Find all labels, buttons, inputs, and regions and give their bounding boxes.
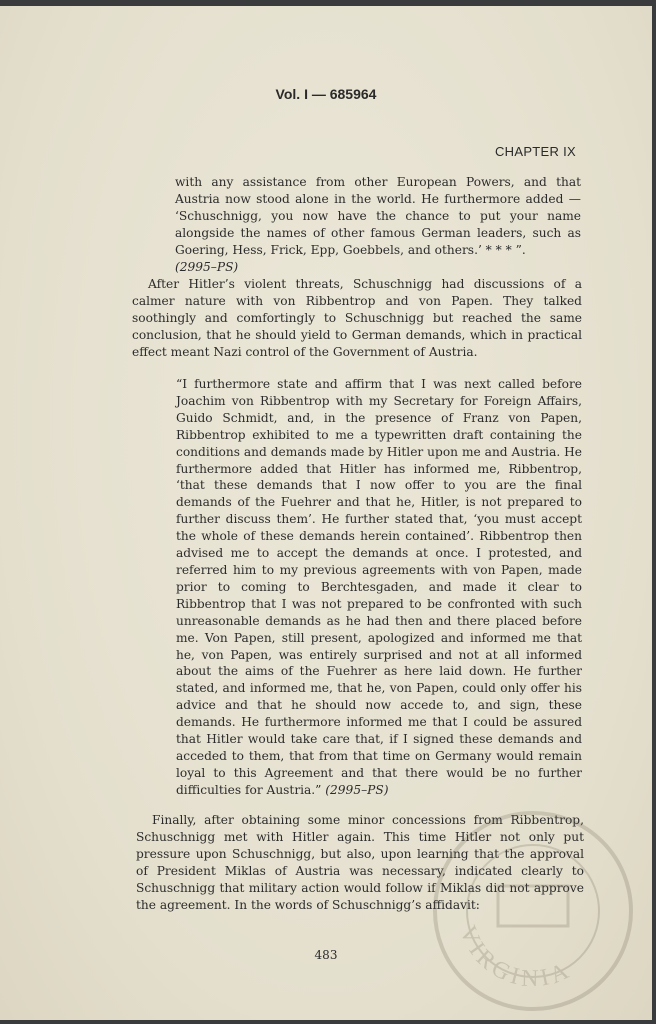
- quote-1-text: with any assistance from other European Powers, and that Austria now stood alone in the world. He furthermore added — ‘Schuschnigg, you now have the chance to put your name alongside the names of other famous German leaders, such as Goering, Hess, Frick, Epp, Goebbels, and others.’ * * * ”.: [175, 175, 581, 257]
- block-quote-1: [175, 174, 581, 275]
- volume-header: Vol. I — 685964: [275, 86, 377, 102]
- quote-2-citation: (2995–PS): [325, 782, 389, 797]
- document-page: [0, 6, 652, 1020]
- quote-2-text: “I furthermore state and affirm that I was next called before Joachim von Ribbentrop with my Secretary for Foreign Affairs, Guido Schmidt, and, in the presence of Franz von Papen, Ribbentrop exhibited to me a typewritten draft containing the conditions and demands made by Hitler upon me and Austria. He furthermore added that Hitler has informed me, Ribbentrop, ‘that these demands that I now offer to you are the final demands of the Fuehrer and that he, Hitler, is not prepared to further discuss them’. He further stated that, ‘you must accept the whole of these demands herein contained’. Ribbentrop then advised me to accept the demands at once. I protested, and referred him to my previous agreements with von Papen, made prior to coming to Berchtesgaden, and made it clear to Ribbentrop that I was not prepared to be confronted with such unreasonable demands as he had then and there placed before me. Von Papen, still present, apologized and informed me that he, von Papen, was entirely surprised and not at all informed about the aims of the Fuehrer as here laid down. He further stated, and informed me, that he, von Papen, could only offer his advice and that he should now accede to, and sign, these demands. He furthermore informed me that I could be assured that Hitler would take care that, if I signed these demands and acceded to them, that from that time on Germany would remain loyal to this Agreement and that there would be no further difficulties for Austria.”: [176, 377, 582, 797]
- paragraph-1-text: After Hitler’s violent threats, Schuschnigg had discussions of a calmer nature with von Ribbentrop and von Papen. They talked soothingly and comfortingly to Schuschnigg but reached the same conclusion, that he should yield to German demands, which in practical effect meant Nazi control of the Government of Austria.: [132, 277, 582, 359]
- quote-1-citation: (2995–PS): [175, 259, 239, 274]
- svg-text:VIRGINIA: [454, 922, 576, 992]
- block-quote-2: [176, 376, 582, 799]
- page-number: 483: [314, 948, 338, 962]
- paragraph-2-text: Finally, after obtaining some minor concessions from Ribbentrop, Schuschnigg met with Hitler again. This time Hitler not only put pressure upon Schuschnigg, but also, upon learning that the approval of President Miklas of Austria was necessary, indicated clearly to Schuschnigg that military action would follow if Miklas did not approve the agreement. In the words of Schuschnigg’s affidavit:: [136, 813, 584, 912]
- library-seal-watermark: [428, 806, 638, 1016]
- seal-text: VIRGINIA: [454, 922, 577, 993]
- chapter-heading: CHAPTER IX: [494, 144, 576, 159]
- paragraph-1: [132, 276, 582, 361]
